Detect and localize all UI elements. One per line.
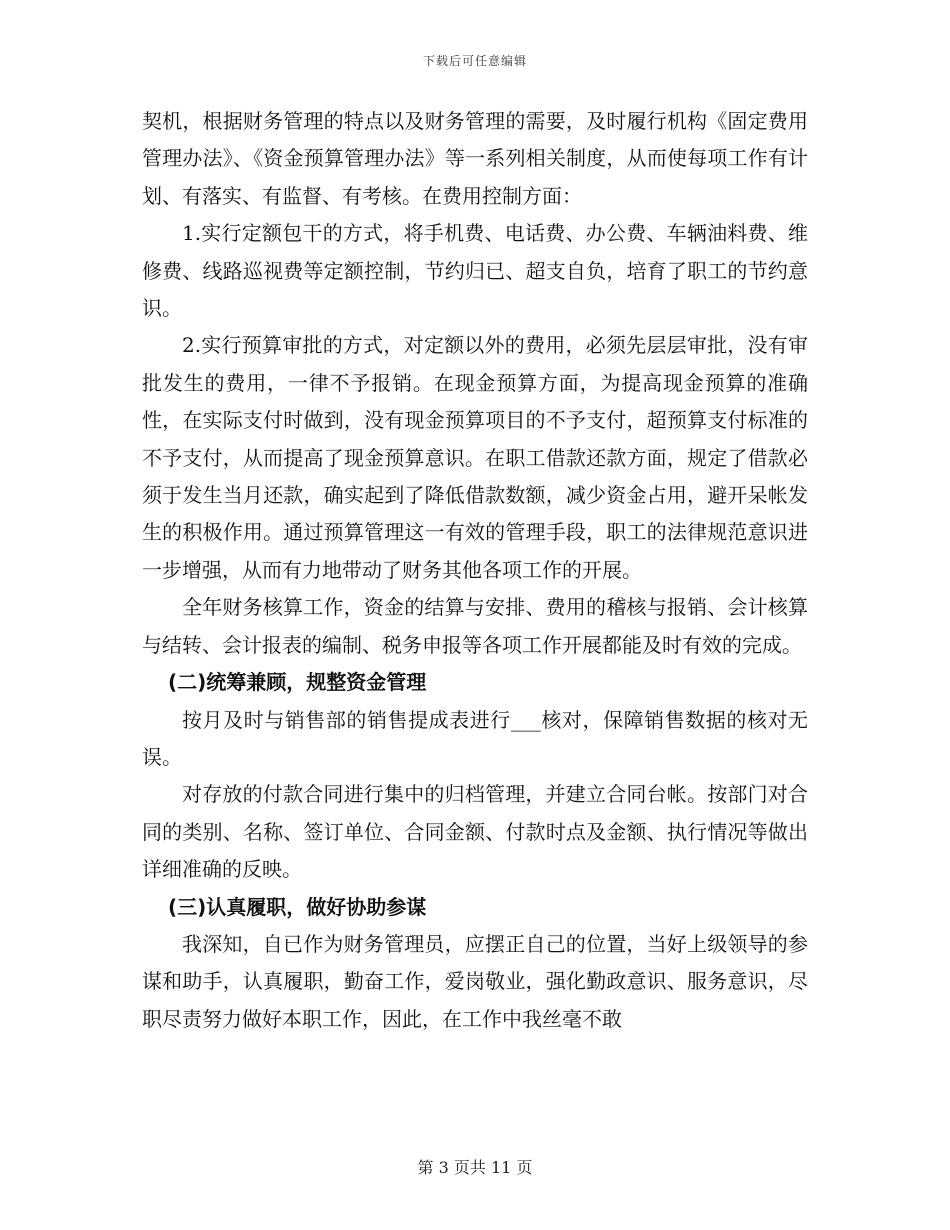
section-heading-3: (三)认真履职，做好协助参谋 [168, 894, 427, 919]
section-heading-2: (二)统筹兼顾，规整资金管理 [168, 670, 427, 695]
paragraph-item-1: 1.实行定额包干的方式，将手机费、电话费、办公费、车辆油料费、维修费、线路巡视费等定额控制，节约归已、超支自负，培育了职工的节约意识。 [142, 221, 808, 321]
paragraph-summary: 全年财务核算工作，资金的结算与安排、费用的稽核与报销、会计核算与结转、会计报表的编制、税务申报等各项工作开展都能及时有效的完成。 [142, 595, 808, 657]
paragraph-contracts: 对存放的付款合同进行集中的归档管理，并建立合同台帐。按部门对合同的类别、名称、签订单位、合同金额、付款时点及金额、执行情况等做出详细准确的反映。 [142, 782, 808, 882]
paragraph-duties: 我深知，自已作为财务管理员，应摆正自己的位置，当好上级领导的参谋和助手，认真履职，勤奋工作，爱岗敬业，强化勤政意识、服务意识，尽职尽责努力做好本职工作，因此，在工作中我丝毫不敢 [142, 931, 808, 1031]
page-header: 下载后可任意编辑 [422, 54, 527, 68]
document-body [142, 103, 808, 1038]
paragraph-item-2: 2.实行预算审批的方式，对定额以外的费用，必须先层层审批，没有审批发生的费用，一律不予报销。在现金预算方面，为提高现金预算的准确性，在实际支付时做到，没有现金预算项目的不予支付，超预算支付标准的不予支付，从而提高了现金预算意识。在职工借款还款方面，规定了借款必须于发生当月还款，确实起到了降低借款数额，减少资金占用，避开呆帐发生的积极作用。通过预算管理这一有效的管理手段，职工的法律规范意识进一步增强，从而有力地带动了财务其他各项工作的开展。 [142, 333, 808, 582]
paragraph-continuation: 契机，根据财务管理的特点以及财务管理的需要，及时履行机构《固定费用管理办法》、《资金预算管理办法》等一系列相关制度，从而使每项工作有计划、有落实、有监督、有考核。在费用控制方面： [142, 109, 808, 208]
paragraph-sales-check: 按月及时与销售部的销售提成表进行___核对，保障销售数据的核对无误。 [142, 707, 808, 769]
page-footer: 第 3 页共 11 页 [417, 1158, 533, 1177]
